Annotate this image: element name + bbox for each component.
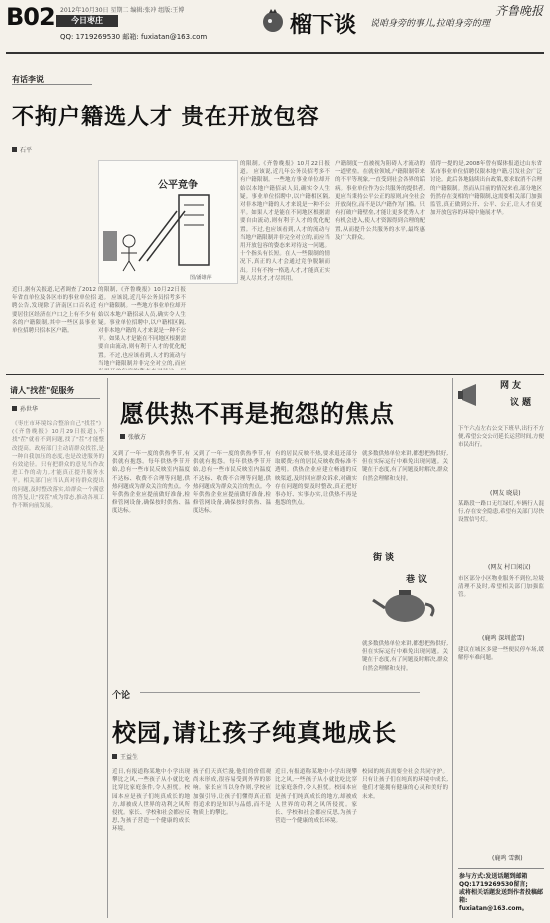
article2-byline: 张敏方 bbox=[120, 432, 146, 441]
paper-name: 齐鲁晚报 bbox=[495, 4, 544, 18]
section-tag: 今日枣庄 bbox=[56, 15, 118, 27]
side-rule bbox=[10, 398, 100, 399]
article1-headline: 不拘户籍选人才 贵在开放包容 bbox=[12, 105, 320, 130]
column-subtitle: 说咱身旁的事儿,拉咱身旁的理 bbox=[370, 19, 490, 29]
submit-line-2: QQ:1719269530留言; bbox=[459, 881, 528, 888]
wangyou-note-4: 建议在城区多建一些便民停车场,缓解停车难问题。 bbox=[458, 647, 544, 662]
article2-headline: 愿供热不再是抱怨的焦点 bbox=[120, 400, 395, 428]
kicker-rule bbox=[12, 84, 92, 85]
wangyou-note-3: 市区部分小区物业服务不到位,垃圾清理不及时,希望相关部门加强监管。 bbox=[458, 576, 544, 599]
wangyou-credit-2: (网友 村口闲汉) bbox=[488, 564, 531, 571]
article3-col3: 近日,有报道称某地中小学出现攀比之风,一些孩子从小就比吃比穿比家庭条件,令人担忧。校园本应是孩子们纯真成长的地方,却被成人世界的功利之风所侵扰。家长、学校和社会都应反思,为孩子营造一个健康的成长环境。 bbox=[275, 769, 357, 825]
byline-square-icon bbox=[12, 406, 17, 411]
wangyou-credit-3: (鹿鸣 深圳蓝雪) bbox=[482, 635, 525, 642]
article1-col3: 户籍制度一直被视为阻碍人才流动的一道壁垒。在就业领域,户籍限制带来的不平等现象,一直受到社会各界的诟病。事业单位作为公共服务的提供者,更应当秉持公平公正的原则,向全社会开放岗位,而不是以户籍作为门槛。只有打破户籍壁垒,才能让更多优秀人才有机会进入,使人才资源得到合理的配置,从而提升公共服务的水平,最终惠及广大群众。 bbox=[335, 161, 425, 241]
byline-square-icon bbox=[12, 147, 17, 152]
submit-email-link[interactable]: fuxiatan@163.com。 bbox=[459, 905, 528, 912]
page-number: B02 bbox=[6, 3, 55, 31]
article1-col1: 近日,据有关报道,记者调查了2012年省直单位及各区市的事业单位招聘公告,发现除了济南区口百名近要居住区经济在户口之上有不少有名的户籍限制,其中一些区县事业单位招聘只招本区户籍。 bbox=[12, 287, 96, 335]
wangyou-credit-1: (网友 晓晨) bbox=[490, 490, 521, 497]
article3-col2: 孩子们天真烂漫,他们的价值观尚未形成,很容易受到外界的影响。家长应当以身作则,学校应加强引导,让孩子们懂得真正值得追求的是知识与品德,而不是物质上的攀比。 bbox=[193, 769, 271, 817]
cartoon-credit: 图/潘雄萍 bbox=[190, 275, 212, 281]
article3-col1: 近日,有报道称某地中小学出现攀比之风,一些孩子从小就比吃比穿比家庭条件,令人担忧。校园本应是孩子们纯真成长的地方,却被成人世界的功利之风所侵扰。家长、学校和社会都应反思,为孩子营造一个健康的成长环境。 bbox=[112, 769, 190, 833]
article1-col2b: 的限制,《齐鲁晚报》10月22日报道。 应该说,近几年公务员招考多不有户籍限制。一些地方事业单位却开始以本地户籍招录人员,确实令人生疑。事业单位招聘中,以户籍相区隔,对非本地户籍的人才来说是一种不公平。如果人才是能在不同地区根据需要自由流动,则有利于人才的优化配置。不过,也应该看到,人才的流动与当地户籍限制并非完全对立的,而应当用开放包容的姿态来对待这一问题。 十个指头有长短。在人一些限制的情况下,真正的人才会通过竞争脱颖而出。只有不拘一格选人才,才能真正实现人尽其才,才尽其用。 bbox=[240, 161, 330, 282]
article1-byline: 石平 bbox=[12, 145, 32, 154]
kicker-rule bbox=[140, 692, 420, 693]
article1-col4: 值得一提的是,2008年曾有媒体报道过山东省某市事业单位招聘仅限本地户籍,引发社会广泛讨论。此后各地陆续出台政策,要求取消不合理的户籍限制。然而从目前的情况来看,部分地区仍然存在变相的户籍限制,这需要相关部门加强监管,真正做到公开、公平、公正,让人才在更加开放包容的环境中施展才华。 bbox=[430, 161, 542, 217]
article2-col2: 又到了一年一度的供热季节,有供就有抱怨。每年供热季节开始,总有一些市民反映室内温度不达标、收费不合理等问题,供热问题成为群众关注的焦点。今年供热企业应提前做好准备,检修管网设备,确保按时供热、温度达标。 bbox=[193, 451, 271, 515]
column-title: 榴下谈 bbox=[290, 12, 357, 38]
article2-col3: 有的居民反映不热,要求退还部分取暖费;有的居民反映收费标准不透明。供热企业应建立畅通的反映渠道,及时回应群众诉求,对确实存在问题的要及时整改,真正把好事办好、实事办实,让供热不再是抱怨的焦点。 bbox=[275, 451, 357, 507]
wangyou-note-2: 某路段一路口无红绿灯,车辆行人混行,存在安全隐患,希望有关部门尽快设置信号灯。 bbox=[458, 501, 544, 524]
article2-col1: 又到了一年一度的供热季节,有供就有抱怨。每年供热季节开始,总有一些市民反映室内温度不达标、收费不合理等问题,供热问题成为群众关注的焦点。今年供热企业应提前做好准备,检修管网设备,确保按时供热、温度达标。 bbox=[112, 451, 190, 515]
wangyou-subtitle: 议题 bbox=[510, 398, 535, 408]
article3-byline: 王益生 bbox=[112, 752, 138, 761]
column-divider bbox=[107, 378, 108, 918]
side-byline: 孙世华 bbox=[12, 404, 38, 413]
pomegranate-logo-icon bbox=[258, 6, 288, 36]
article3-kicker: 个论 bbox=[112, 691, 131, 701]
jietan-subtitle: 巷议 bbox=[406, 575, 431, 585]
side-text: 《枣庄市环境综合整治自己"找茬"》(《齐鲁晚报》10月29日报道),不找"茬"就看不到问题,找了"茬"才能整改提高。政府部门主动请群众找茬,是一种自我加压的态度,也是改进服务的有效途径。只有把群众的意见当作改进工作的动力,才能真正提升服务水平。相关部门应当认真对待群众提出的问题,及时整改落实,给群众一个满意的答复,让"找茬"成为常态,推动各项工作不断向前发展。 bbox=[12, 421, 104, 510]
article1-col2: 的限制,《齐鲁晚报》10月22日报道。 应该说,近几年公务员招考多不有户籍限制。一些地方事业单位却开始以本地户籍招录人员,确实令人生疑。事业单位招聘中,以户籍相区隔,对非本地户籍的人才来说是一种不公平。如果人才是能在不同地区根据需要自由流动,则有利于人才的优化配置。不过,也应该看到,人才的流动与当地户籍限制并非完全对立的,而应 bbox=[98, 287, 186, 367]
jietan-title: 街谈 bbox=[373, 553, 398, 563]
section-rule bbox=[6, 374, 544, 375]
article3-headline: 校园,请让孩子纯真地成长 bbox=[112, 719, 398, 747]
contact-line: QQ: 1719269530 邮箱: fuxiatan@163.com bbox=[60, 33, 208, 41]
header-rule bbox=[6, 52, 544, 54]
wangyou-credit-4: (鹿鸣 雪飘) bbox=[492, 855, 523, 862]
submit-line-3: 或将相关话题发送到作者投稿邮箱: bbox=[459, 889, 544, 904]
wangyou-note-1: 下午六点左右公交下班早,出行不方便,希望公交公司延长运营时间,方便市民出行。 bbox=[458, 426, 544, 449]
side-headline: 请人"找茬"促服务 bbox=[10, 386, 75, 395]
byline-square-icon bbox=[112, 754, 117, 759]
article2-col4b: 就多数供热单位来讲,都想把热供好,但在实际运行中难免出现问题。关键在于态度,有了问题及时解决,群众自然会理解和支持。 bbox=[362, 641, 448, 672]
byline-square-icon bbox=[120, 434, 125, 439]
submit-rule bbox=[458, 868, 544, 869]
submit-info bbox=[459, 873, 549, 913]
column-divider bbox=[452, 378, 453, 918]
megaphone-icon bbox=[458, 380, 496, 410]
wangyou-title: 网友 bbox=[500, 381, 525, 391]
cartoon-title: 公平竞争 bbox=[158, 180, 198, 191]
article3-col4: 校园的纯真需要全社会共同守护。只有让孩子们在纯真的环境中成长,他们才能拥有健康的心灵和美好的未来。 bbox=[362, 769, 448, 800]
article1-kicker: 有话李说 bbox=[12, 75, 44, 84]
submit-line-1: 参与方式:发送话题到邮箱 bbox=[459, 873, 528, 880]
article2-col4: 就多数供热单位来讲,都想把热供好,但在实际运行中难免出现问题。关键在于态度,有了问题及时解决,群众自然会理解和支持。 bbox=[362, 451, 448, 482]
date-line: 2012年10月30日 星期二 编辑:张冲 组版:王博 bbox=[60, 7, 185, 14]
